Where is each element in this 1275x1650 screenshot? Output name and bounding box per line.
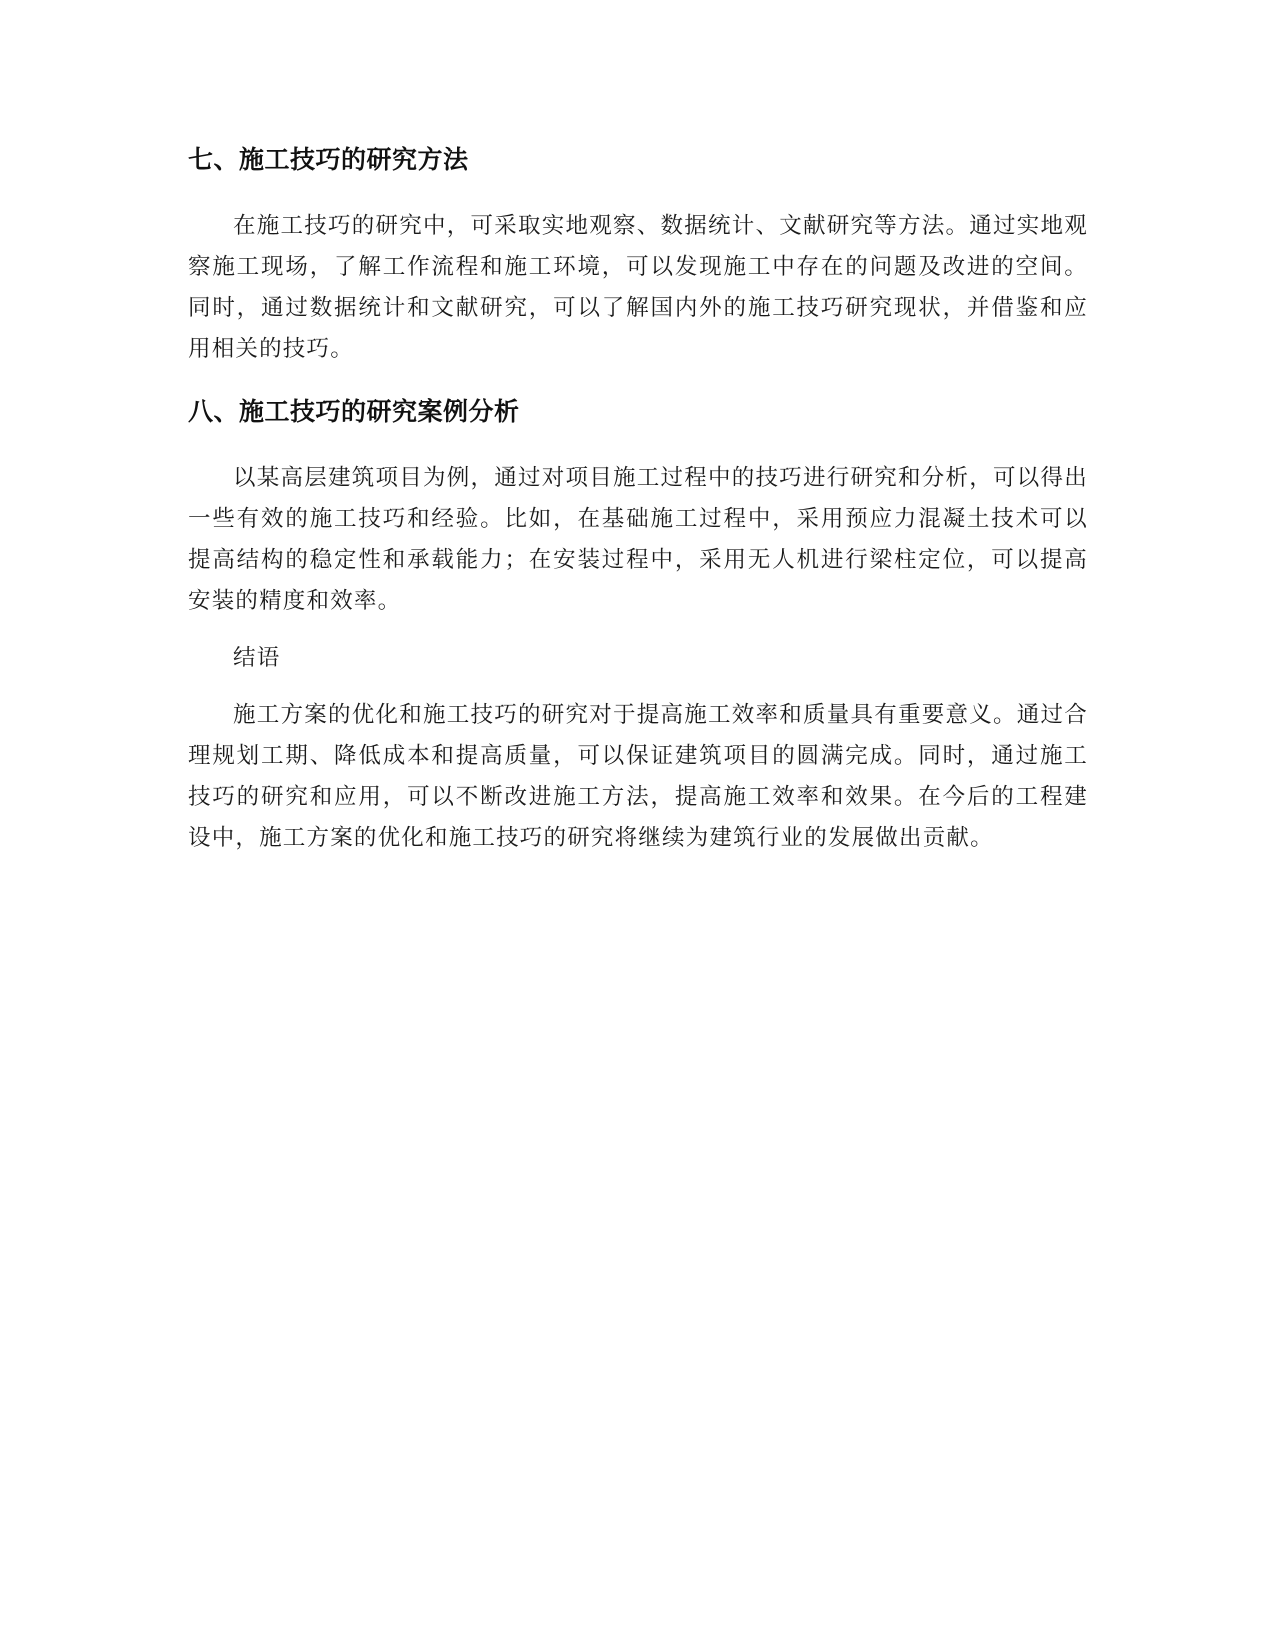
conclusion-paragraph: 施工方案的优化和施工技巧的研究对于提高施工效率和质量具有重要意义。通过合理规划工期、降低成本和提高质量，可以保证建筑项目的圆满完成。同时，通过施工技巧的研究和应用，可以不断改进施工方法，提高施工效率和效果。在今后的工程建设中，施工方案的优化和施工技巧的研究将继续为建筑行业的发展做出贡献。: [188, 702, 1088, 851]
section-heading-research-methods: 七、施工技巧的研究方法: [188, 145, 469, 174]
conclusion-label: 结语: [233, 645, 281, 671]
section-heading-case-analysis: 八、施工技巧的研究案例分析: [188, 397, 520, 426]
section-paragraph-research-methods: 在施工技巧的研究中，可采取实地观察、数据统计、文献研究等方法。通过实地观察施工现场，了解工作流程和施工环境，可以发现施工中存在的问题及改进的空间。同时，通过数据统计和文献研究，可以了解国内外的施工技巧研究现状，并借鉴和应用相关的技巧。: [188, 213, 1088, 362]
document-body: [188, 142, 1088, 859]
section-paragraph-case-analysis: 以某高层建筑项目为例，通过对项目施工过程中的技巧进行研究和分析，可以得出一些有效的施工技巧和经验。比如，在基础施工过程中，采用预应力混凝土技术可以提高结构的稳定性和承载能力；在安装过程中，采用无人机进行梁柱定位，可以提高安装的精度和效率。: [188, 465, 1088, 614]
